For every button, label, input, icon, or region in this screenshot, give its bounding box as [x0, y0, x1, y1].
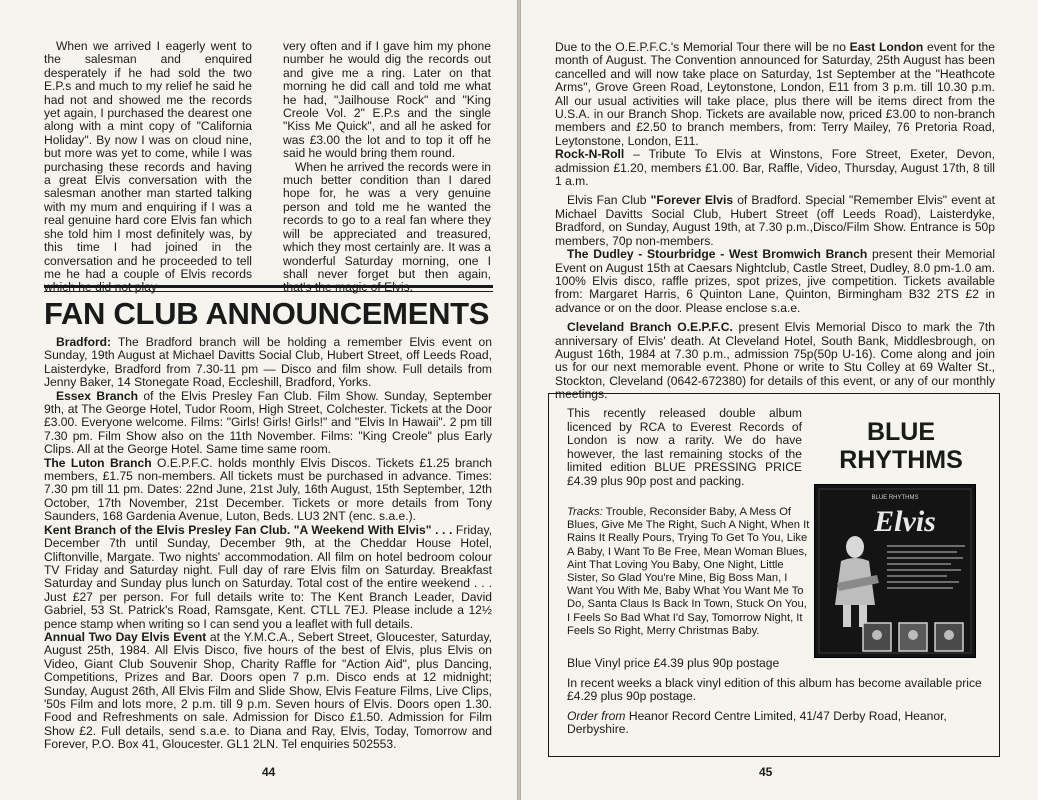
announcement-dudley: The Dudley - Stourbridge - West Bromwich Branch present their Memorial Event on August 15th at Caesars Nightclub, Castle Street, Dudley, 8.0 pm-1.0 am. 100% Elvis disco, raffle prizes, spot prizes, jive competition. Tickets available from: Margaret Harris, 6 Quinton Lane, Quinton, Birmingham B32 2TS £2 in advance or on the door. Please enclose s.a.e.: [555, 247, 995, 315]
section-rule: [44, 285, 493, 288]
announcement-luton: The Luton Branch O.E.P.F.C. holds monthly Elvis Discos. Tickets £1.25 branch members, £1.75 non-members. All tickets must be purchased in advance. Times: 7.30 pm till 11 pm. Dates: 22nd June, 21st July, 16th August, 15th September, 12th October, 17th November, 21st December. Tickets or more details from Tony Saunders, 168 Gardenia Avenue, Luton, Beds. LU3 2NT (enc. s.a.e.).: [44, 455, 492, 524]
announcement-cleveland: Cleveland Branch O.E.P.F.C. present Elvis Memorial Disco to mark the 7th anniversary of Elvis' death. At Cleveland Hotel, South Bank, Middlesbrough, on August 16th, 1984 at 7.30 p.m., admission 75p(50p U-16). Come along and join us for our next memorable event. Phone or write to Stu Colley at 69 Walter St., Stockton, Cleveland (0642-672380) for details of this event, or any of our monthly meetings.: [555, 320, 995, 402]
story-column-1: [44, 40, 252, 295]
announcement-essex: Essex Branch of the Elvis Presley Fan Club. Film Show. Sunday, September 9th, at The George Hotel, Tudor Room, High Street, Colchester. Tickets at the Door £3.00. Everyone welcome. Films: "Girls! Girls! Girls!" and "Elvis In Hawaii". 2 pm till 7.30 pm. Film Show also on the 11th November. Films: "King Creole" plus Early Clips. All at the George Hotel. Same time same room.: [44, 388, 492, 457]
story-paragraph: very often and if I gave him my phone number he would dig the records out and give me a ring. Later on that morning he did call and told me what he had, "Jailhouse Rock" and "King Creole Vol. 2" E.P.s and the single "Kiss Me Quick", and all he asked for was £3.00 the lot and to top it off he said he would bring them round.: [283, 39, 491, 161]
cover-small-title: BLUE RHYTHMS: [871, 495, 919, 501]
announcements-block: [44, 336, 492, 752]
announcement-rock-n-roll: Rock-N-Roll – Tribute To Elvis at Winstons, Fore Street, Exeter, Devon, admission £1.20, members £1.00. Bar, Raffle, Video, Thursday, August 17th, 8 till 1 a.m.: [555, 147, 995, 189]
announcement-forever-elvis: Elvis Fan Club "Forever Elvis of Bradford. Special "Remember Elvis" event at Michael Davitts Social Club, Hubert Street (off Leeds Road), Laisterdyke, Bradford, on Sunday, August 19th, at 7.30 p.m.,Disco/Film Show. Entrance is 50p members, 70p non-members.: [555, 193, 996, 248]
story-paragraph: When we arrived I eagerly went to the salesman and enquired desperately if he had sold the two E.P.s and much to my relief he said he had not and showed me the records yet again, I purchased the dearest one along with a mint copy of "California Holiday". By now I was on cloud nine, but more was yet to come, while I was purchasing these records and having a great Elvis conversation with the salesman another man started talking with my mum and enquiring if I was a real genuine hard core Elvis fan which she told him I most definitely was, by this time I had joined in the conversation and he proceeded to tell me he had a couple of Elvis records: [44, 39, 252, 281]
section-rule: [44, 291, 493, 292]
advert-pricing: [567, 657, 989, 743]
black-vinyl-note: In recent weeks a black vinyl edition of this album has become available price £4.29 plus 90p postage.: [567, 675, 982, 704]
announcement-kent: Kent Branch of the Elvis Presley Fan Club. "A Weekend With Elvis" . . . Friday, December 7th until Sunday, December 9th, at the Cheddar House Hotel, Cliftonville, Margate. Two nights' accommodation. All film on hotel bedroom colour TV Friday and Saturday night. Full day of rare Elvis film on Saturday. Breakfast Saturday and Sunday plus lunch on Saturday. Total cost of the entire weekend . . . Just £27 per person. For full details write to: The Kent Branch Leader, David Gabriel, 53 St. Patrick's Road, Ramsgate, Kent. CTLL 7EJ. Please include a 12½ pence stamp when writing so I can send you a leaflet with full details.: [44, 522, 492, 631]
album-cover-image: [814, 484, 976, 658]
page-number: 45: [759, 765, 773, 779]
page-number: 44: [262, 765, 276, 779]
blue-vinyl-price: Blue Vinyl price £4.39 plus 90p postage: [567, 656, 780, 670]
blue-rhythms-advert: [548, 393, 1000, 757]
story-paragraph: When he arrived the records were in much better condition than I dared hope for, he was a very genuine person and told me he wanted the records to go to a real fan where they will be appreciated and treasured, which they most certainly are. It was a wonderful Saturday morning, one I shall never forget but then again,: [283, 159, 491, 281]
announcement-bradford: Bradford: The Bradford branch will be holding a remember Elvis event on Sunday, 19th August at Michael Davitts Social Club, Hubert Street, off Leeds Road, Laisterdyke, Bradford from 7.30-11 pm — Disco and film show. Full details from Jenny Baker, 14 Stonegate Road, Eccleshill, Bradford, Yorks.: [44, 335, 492, 390]
announcement-gloucester: Annual Two Day Elvis Event at the Y.M.C.A., Sebert Street, Gloucester, Saturday, August 25th, 1984. All Elvis Disco, five hours of the best of Elvis, plus Elvis on Video, Giant Club Souvenir Shop, Charity Raffle for "Action Aid", plus Dancing, Competitions, Prizes and Bar. Doors open 7 p.m. Disco ends at 12 midnight; Sunday, August 26th, All Elvis Film and Slide Show, Elvis Feature Films, Live Clips, '50s Film and lots more, 2 p.m. till 9 p.m. Seven hours of Elvis. Doors open 1.30. Food and Refreshments on sale. Admission for Disco £1.50. Admission for Film Show £2. Full details, send s.a.e. to Diana and Ray, Elvis, Today, Tomorrow and Forever, P.O. Box 41, Gloucester. GL1 2LN. Tel enquiries 502553.: [44, 629, 492, 752]
track-list: Tracks: Trouble, Reconsider Baby, A Mess Of Blues, Give Me The Right, Such A Night, When It Rains It Really Pours, Trying To Get To You, Like A Baby, I Want To Be Free, Mean Woman Blues, Aint That Loving You Baby, One Night, Little Sister, So Glad You're Mine, Big Boss Man, I Want You With Me, Baby What You Want Me To Do, Santa Claus Is Back In Town, Stuck On You, I Feels So Bad What I'd Say, Tomorrow Night, It Feels So Right, Merry Christmas Baby.: [567, 506, 810, 637]
album-cover-art-icon: [815, 485, 975, 657]
cover-script-title: Elvis: [874, 505, 936, 538]
right-page: [521, 0, 1038, 800]
order-info: Order from Heanor Record Centre Limited, 41/47 Derby Road, Heanor, Derbyshire.: [567, 708, 947, 737]
announcement-east-london: Due to the O.E.P.F.C.'s Memorial Tour there will be no East London event for the month of August. The Convention announced for Saturday, 25th August has been cancelled and will now take place on Saturday, 1st September at the "Heathcote Arms", Grove Green Road, Leytonstone, London, E11 from 3 p.m. till 10.30 p.m. All our usual activities will take place, plus there will be items direct from the U.S.A. in our Branch Shop. Tickets are available now, priced £3.00 to non-branch members and £2.50 to branch members, from: Terry Mailey, 76 Pretoria Road, Leytonstone, London, E11.: [555, 40, 995, 148]
announcements-block: [555, 41, 995, 402]
story-column-2: [283, 40, 491, 295]
advert-intro: This recently released double album licenced by RCA to Everest Records of London is now a rarity. We do have however, the last remaining stocks of the limited edition BLUE PRESSING PRICE £4.39 plus 90p post and packing.: [567, 406, 802, 488]
left-page: [0, 0, 517, 800]
advert-title: BLUE RHYTHMS: [839, 418, 963, 474]
section-heading: FAN CLUB ANNOUNCEMENTS: [44, 296, 490, 331]
